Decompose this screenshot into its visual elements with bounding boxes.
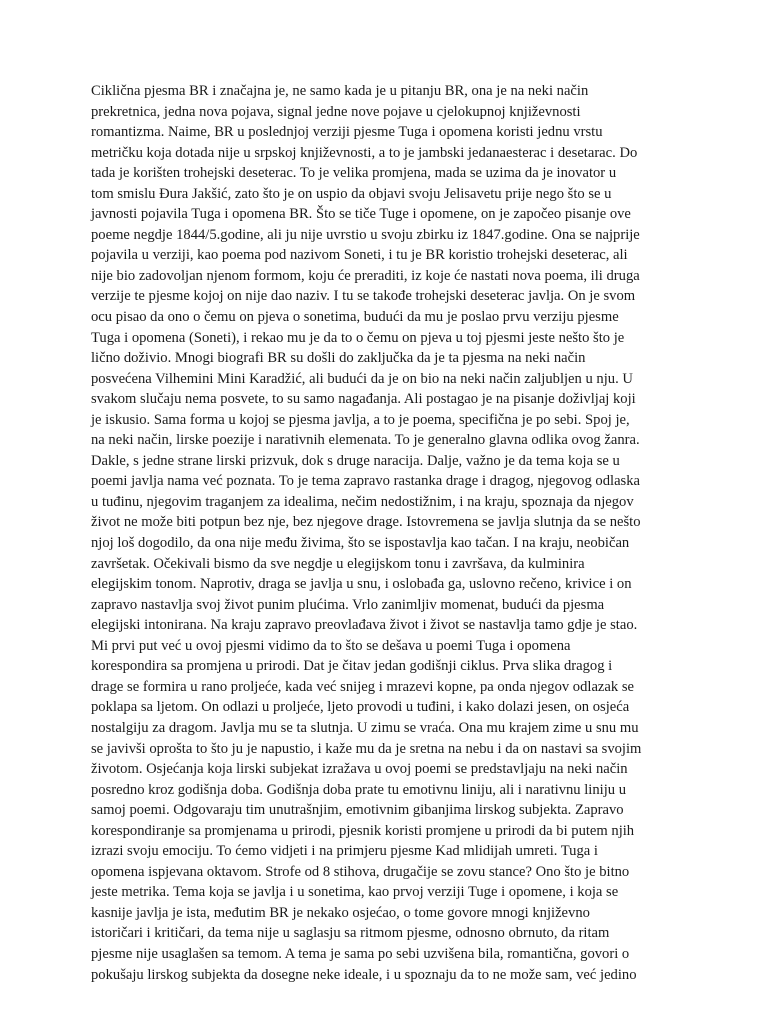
text-line: poeme negdje 1844/5.godine, ali ju nije uvrstio u svoju zbirku iz 1847.godine. Ona se najprije	[91, 226, 640, 243]
text-line: istoričari i kritičari, da tema nije u saglasju sa ritmom pjesme, odnosno obrnuto, da ritam	[91, 925, 610, 942]
text-line: njoj loš dogodilo, da ona nije među živima, što se ispostavlja kao tačan. I na kraju, neobičan	[91, 535, 630, 552]
text-line: ocu pisao da ono o čemu on pjeva o sonetima, budući da mu je poslao prvu verziju pjesme	[91, 309, 619, 326]
text-line: u tuđinu, njegovim traganjem za idealima, nečim nedostižnim, i na kraju, spoznaja da njegov	[91, 493, 634, 510]
text-line: lično doživio. Mnogi biografi BR su došli do zaključka da je ta pjesma na neki način	[91, 350, 586, 367]
text-line: javnosti pojavila Tuga i opomena BR. Što se tiče Tuge i opomene, on je započeo pisanje ove	[91, 206, 631, 223]
text-line: život ne može biti potpun bez nje, bez njegove drage. Istovremena se javlja slutnja da se nešto	[91, 514, 641, 531]
text-line: tada je korišten trohejski deseterac. To je velika promjena, mada se uzima da je inovator u	[91, 165, 617, 182]
document-body-text	[91, 81, 691, 985]
text-line: romantizma. Naime, BR u poslednjoj verziji pjesme Tuga i opomena koristi jednu vrstu	[91, 124, 603, 141]
text-line: kasnije javlja je ista, međutim BR je nekako osjećao, o tome govore mnogi književno	[91, 904, 590, 921]
text-line: svakom slučaju nema posvete, to su samo nagađanja. Ali postagao je na pisanje doživljaj koji	[91, 391, 636, 408]
text-line: zapravo nastavlja svoj život punim plućima. Vrlo zanimljiv momenat, budući da pjesma	[91, 596, 605, 613]
text-line: korespondira sa promjena u prirodi. Dat je čitav jedan godišnji ciklus. Prva slika dragog i	[91, 658, 613, 675]
text-line: Tuga i opomena (Soneti), i rekao mu je da to o čemu on pjeva u toj pjesmi jeste nešto što je	[91, 329, 625, 346]
text-line: korespondiranje sa promjenama u prirodi, pjesnik koristi promjene u prirodi da bi putem njih	[91, 822, 635, 839]
text-line: prekretnica, jedna nova pojava, signal jedne nove pojave u cjelokupnoj književnosti	[91, 103, 581, 120]
text-line: Dakle, s jedne strane lirski prizvuk, dok s druge naracija. Dalje, važno je da tema koja se u	[91, 452, 620, 469]
text-line: pjesme nije usaglašen sa temom. A tema je sama po sebi uzvišena bila, romantična, govori o	[91, 945, 630, 962]
text-line: pojavila u verziji, kao poema pod nazivom Soneti, i tu je BR koristio trohejski deseterac, ali	[91, 247, 628, 264]
text-line: metričku koja dotada nije u srpskoj književnosti, a to je jambski jedanaesterac i desetarac. Do	[91, 144, 638, 161]
text-line: poklapa sa ljetom. On odlazi u proljeće, ljeto provodi u tuđini, i kako dolazi jesen, on osjeća	[91, 699, 630, 716]
text-line: elegijski intonirana. Na kraju zapravo preovlađava život i život se nastavlja tamo gdje je stao.	[91, 617, 638, 634]
text-line: drage se formira u rano proljeće, kada već snijeg i mrazevi kopne, pa onda njegov odlazak se	[91, 678, 634, 695]
text-line: elegijskim tonom. Naprotiv, draga se javlja u snu, i oslobađa ga, uslovno rečeno, krivice i on	[91, 576, 632, 593]
text-line: tom smislu Đura Jakšić, zato što je on uspio da objavi svoju Jelisavetu prije nego što se u	[91, 185, 612, 202]
text-line: izrazi svoju emociju. To ćemo vidjeti i na primjeru pjesme Kad mlidijah umreti. Tuga i	[91, 843, 598, 860]
text-line: poemi javlja nama već poznata. To je tema zapravo rastanka drage i dragog, njegovog odlaska	[91, 473, 641, 490]
text-line: nije bio zadovoljan njenom formom, koju će preraditi, iz koje će nastati nova poema, ili druga	[91, 267, 640, 284]
text-line: životom. Osjećanja koja lirski subjekat izražava u ovoj poemi se predstavljaju na neki način	[91, 761, 628, 778]
text-line: verzije te pjesme kojoj on nije dao naziv. I tu se takođe trohejski deseterac javlja. On je svom	[91, 288, 636, 305]
text-line: posvećena Vilhemini Mini Karadžić, ali budući da je on bio na neki način zaljubljen u nju. U	[91, 370, 633, 387]
text-line: posredno kroz godišnja doba. Godišnja doba prate tu emotivnu liniju, ali i narativnu liniju u	[91, 781, 627, 798]
text-line: opomena ispjevana oktavom. Strofe od 8 stihova, drugačije se zovu stance? Ono što je bitno	[91, 863, 630, 880]
text-line: pokušaju lirskog subjekta da dosegne neke ideale, i u spoznaju da to ne može sam, već jedino	[91, 966, 637, 983]
text-line: se javivši oprošta to što ju je napustio, i kaže mu da je sretna na nebu i da on nastavi sa svojim	[91, 740, 642, 757]
text-line: samoj poemi. Odgovaraju tim unutrašnjim, emotivnim gibanjima lirskog subjekta. Zapravo	[91, 802, 624, 819]
text-line: na neki način, lirske poezije i narativnih elemenata. To je generalno glavna odlika ovog žanra.	[91, 432, 640, 449]
text-line: jeste metrika. Tema koja se javlja i u sonetima, kao prvoj verziji Tuge i opomene, i koja se	[91, 884, 619, 901]
text-line: Mi prvi put već u ovoj pjesmi vidimo da to što se dešava u poemi Tuga i opomena	[91, 637, 571, 654]
text-line: završetak. Očekivali bismo da sve negdje u elegijskom tonu i završava, da kulminira	[91, 555, 585, 572]
text-line: nostalgiju za dragom. Javlja mu se ta slutnja. U zimu se vraća. Ona mu krajem zime u snu mu	[91, 719, 639, 736]
text-line: Ciklična pjesma BR i značajna je, ne samo kada je u pitanju BR, ona je na neki način	[91, 83, 589, 99]
text-line: je iskusio. Sama forma u kojoj se pjesma javlja, a to je poema, specifična je po sebi. Spoj je,	[91, 411, 630, 428]
